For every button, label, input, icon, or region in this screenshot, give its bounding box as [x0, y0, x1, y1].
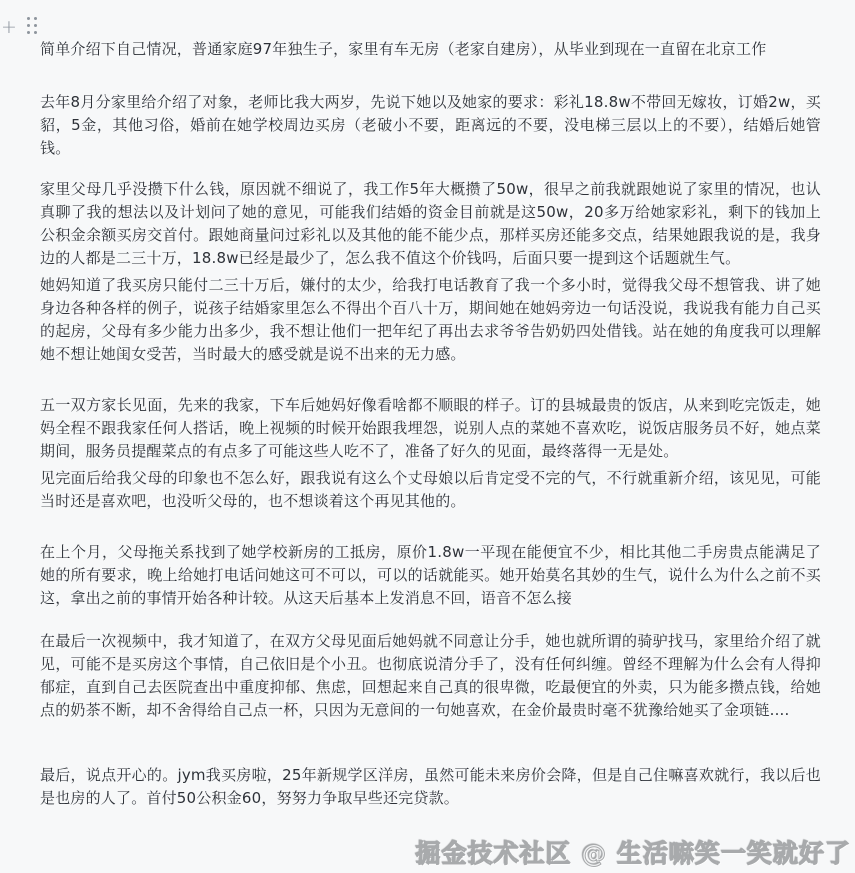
watermark: 掘金技术社区 @ 生活嘛笑一笑就好了 [415, 839, 851, 868]
paragraph[interactable]: 家里父母几乎没攒下什么钱，原因就不细说了，我工作5年大概攒了50w，很早之前我就跟她说了家里的情况，也认真聊了我的想法以及计划问了她的意见，可能我们结婚的资金目前就是这50w，20多万给她家彩礼，剩下的钱加上公积金余额买房交首付。跟她商量问过彩礼以及其他的能不能少点，那样买房还能多交点，结果她跟我说的是，我身边的人都是二三十万，18.8w已经是最少了，怎么我不值这个价钱吗，后面只要一提到这个话题就生气。 [40, 180, 821, 267]
paragraph[interactable]: 在最后一次视频中，我才知道了，在双方父母见面后她妈就不同意让分手，她也就所谓的骑驴找马，家里给介绍了就见，可能不是买房这个事情，自己依旧是个小丑。也彻底说清分手了，没有任何纠缠。曾经不理解为什么会有人得抑郁症，直到自己去医院查出中重度抑郁、焦虑，回想起来自己真的很卑微，吃最便宜的外卖，只为能多攒点钱，给她点的奶茶不断，却不舍得给自己点一杯，只因为无意间的一句她喜欢，在金价最贵时毫不犹豫给她买了金项链.... [40, 632, 821, 719]
add-block-button[interactable]: + [1, 16, 17, 38]
paragraph[interactable]: 五一双方家长见面，先来的我家，下车后她妈好像看啥都不顺眼的样子。订的县城最贵的饭店，从来到吃完饭走，她妈全程不跟我家任何人搭话，晚上视频的时候开始跟我埋怨，说别人点的菜她不喜欢吃，说饭店服务员不好，她点菜期间，服务员提醒菜点的有点多了可能这些人吃不了，准备了好久的见面，最终落得一无是处。 [40, 396, 821, 460]
drag-handle-icon[interactable] [26, 16, 42, 39]
paragraph[interactable]: 最后，说点开心的。jym我买房啦，25年新规学区洋房，虽然可能未来房价会降，但是自己住嘛喜欢就行，我以后也是也房的人了。首付50公积金60，努努力争取早些还完贷款。 [40, 766, 821, 807]
paragraph[interactable]: 简单介绍下自己情况，普通家庭97年独生子，家里有车无房（老家自建房），从毕业到现在一直留在北京工作 [40, 40, 767, 58]
paragraph[interactable]: 见完面后给我父母的印象也不怎么好，跟我说有这么个丈母娘以后肯定受不完的气，不行就重新介绍，该见见，可能当时还是喜欢吧，也没听父母的，也不想谈着这个再见其他的。 [40, 469, 821, 510]
paragraph[interactable]: 在上个月，父母拖关系找到了她学校新房的工抵房，原价1.8w一平现在能便宜不少，相比其他二手房贵点能满足了她的所有要求，晚上给她打电话问她这可不可以，可以的话就能买。她开始莫名其妙的生气，说什么为什么之前不买这，拿出之前的事情开始各种计较。从这天后基本上发消息不回，语音不怎么接 [40, 543, 821, 607]
paragraph[interactable]: 她妈知道了我买房只能付二三十万后，嫌付的太少，给我打电话教育了我一个多小时，觉得我父母不想管我、讲了她身边各种各样的例子，说孩子结婚家里怎么不得出个百八十万，期间她在她妈旁边一句话没说，我说我有能力自己买的起房，父母有多少能力出多少，我不想让他们一把年纪了再出去求爷爷告奶奶四处借钱。站在她的角度我可以理解她不想让她闺女受苦，当时最大的感受就是说不出来的无力感。 [40, 276, 821, 363]
document-body [40, 38, 821, 810]
paragraph[interactable]: 去年8月分家里给介绍了对象，老师比我大两岁，先说下她以及她家的要求：彩礼18.8w不带回无嫁妆，订婚2w，买貂，5金，其他习俗，婚前在她学校周边买房（老破小不要，距离远的不要，没电梯三层以上的不要），结婚后她管钱。 [40, 93, 821, 157]
block-controls [1, 16, 42, 39]
